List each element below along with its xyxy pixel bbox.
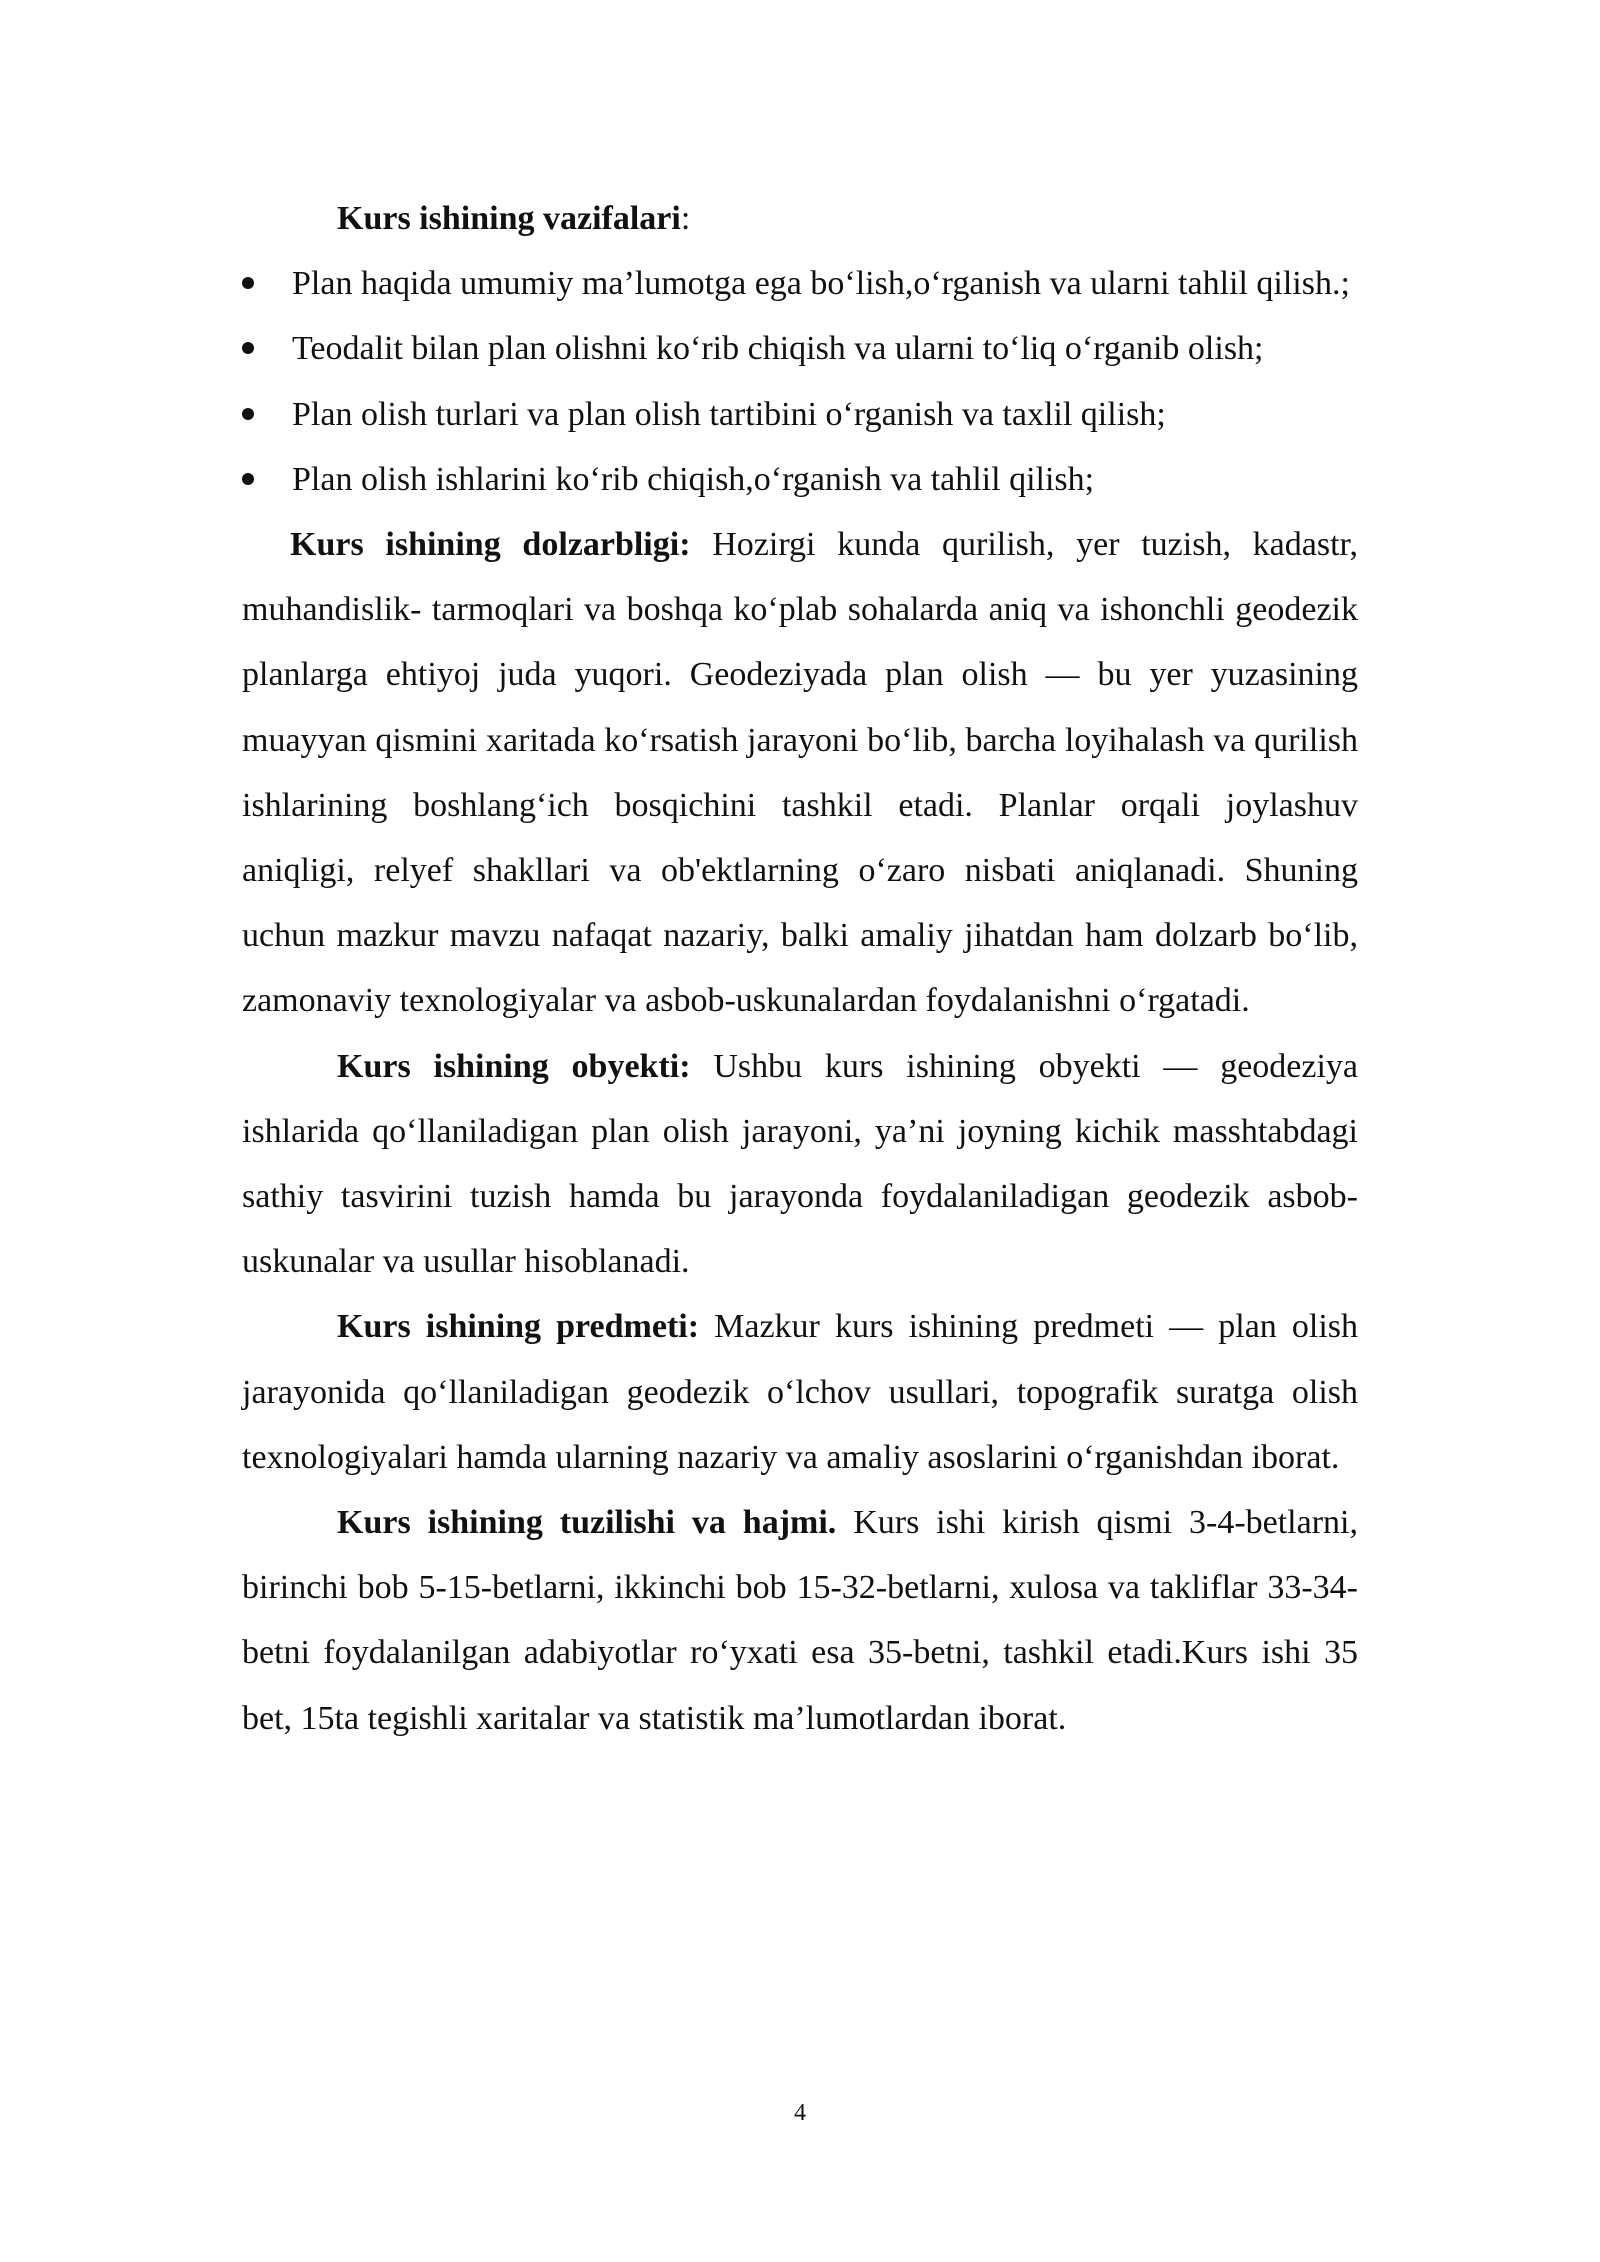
list-item-text: Plan haqida umumiy ma’lumotga ega bo‘lish,o‘rganish va ularni tahlil qilish.;	[292, 265, 1350, 303]
list-item	[242, 251, 1358, 316]
list-item	[242, 447, 1358, 512]
list-item-text: Plan olish ishlarini ko‘rib chiqish,o‘rganish va tahlil qilish;	[292, 460, 1095, 498]
list-item-text: Teodalit bilan plan olishni ko‘rib chiqish va ularni to‘liq o‘rganib olish;	[292, 330, 1264, 368]
bullet-icon	[242, 473, 254, 485]
structure-label: Kurs ishining tuzilishi va hajmi.	[337, 1504, 837, 1542]
subject-label: Kurs ishining predmeti:	[337, 1308, 700, 1346]
list-item-text: Plan olish turlari va plan olish tartibini o‘rganish va taxlil qilish;	[292, 395, 1166, 433]
subject-paragraph	[242, 1294, 1358, 1490]
bullet-icon	[242, 408, 254, 420]
object-text: Ushbu kurs ishining obyekti — geodeziya ishlarida qo‘llaniladigan plan olish jarayoni, ya’ni joyning kichik masshtabdagi sathiy tasvirini tuzish hamda bu jarayonda foydalaniladigan geodezik asbob-uskunalar va usullar hisoblanadi.	[242, 1047, 1358, 1281]
structure-text: Kurs ishi kirish qismi 3-4-betlarni, birinchi bob 5-15-betlarni, ikkinchi bob 15-32-betlarni, xulosa va takliflar 33-34-betni foydalanilgan adabiyotlar ro‘yxati esa 35-betni, tashkil etadi.Kurs ishi 35 bet, 15ta tegishli xaritalar va statistik ma’lumotlardan iborat.	[242, 1504, 1358, 1737]
relevance-label: Kurs ishining dolzarbligi:	[290, 526, 691, 564]
tasks-list	[242, 251, 1358, 512]
tasks-heading-suffix: :	[680, 200, 691, 237]
relevance-text: Hozirgi kunda qurilish, yer tuzish, kadastr, muhandislik- tarmoqlari va boshqa ko‘plab sohalarda aniq va ishonchli geodezik planlarga ehtiyoj juda yuqori. Geodeziyada plan olish — bu yer yuzasining muayyan qismini xaritada ko‘rsatish jarayoni bo‘lib, barcha loyihalash va qurilish ishlarining boshlang‘ich bosqichini tashkil etadi. Planlar orqali joylashuv aniqligi, relyef shakllari va ob'ektlarning o‘zaro nisbati aniqlanadi. Shuning uchun mazkur mavzu nafaqat nazariy, balki amaliy jihatdan ham dolzarb bo‘lib, zamonaviy texnologiyalar va asbob-uskunalardan foydalanishni o‘rgatadi.	[242, 526, 1358, 1020]
tasks-heading: Kurs ishining vazifalari	[337, 200, 681, 237]
relevance-paragraph	[242, 512, 1358, 1034]
subject-text: Mazkur kurs ishining predmeti — plan olish jarayonida qo‘llaniladigan geodezik o‘lchov usullari, topografik suratga olish texnologiyalari hamda ularning nazariy va amaliy asoslarini o‘rganishdan iborat.	[242, 1308, 1358, 1476]
page-number: 4	[794, 2100, 806, 2126]
object-paragraph	[242, 1034, 1358, 1295]
page-content	[242, 186, 1358, 1751]
list-item	[242, 382, 1358, 447]
list-item	[242, 316, 1358, 381]
object-label: Kurs ishining obyekti:	[337, 1047, 691, 1085]
structure-paragraph	[242, 1490, 1358, 1751]
bullet-icon	[242, 342, 254, 354]
tasks-heading-line	[242, 186, 1358, 251]
bullet-icon	[242, 277, 254, 289]
